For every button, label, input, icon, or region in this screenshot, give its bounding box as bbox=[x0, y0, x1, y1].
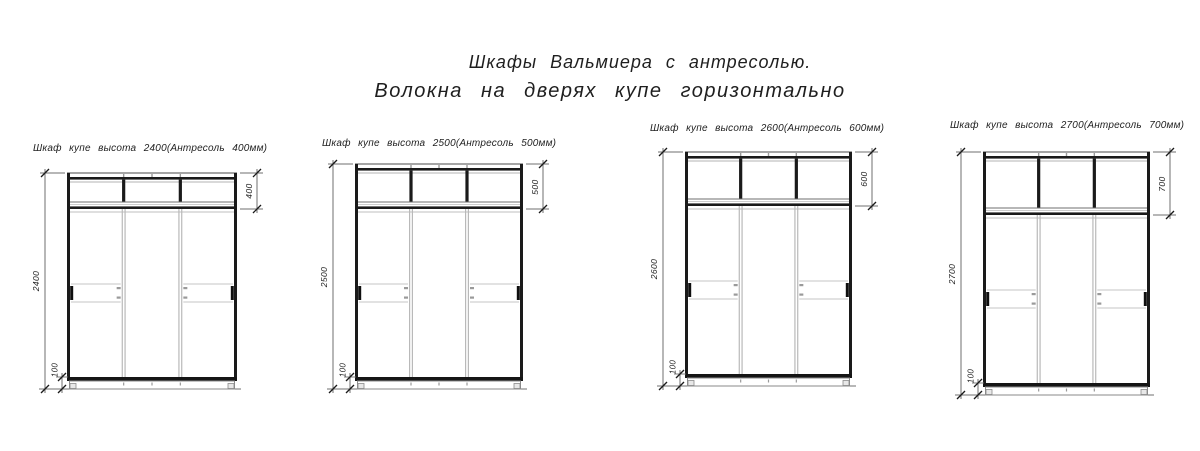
dim-label-total-height-2400: 2400 bbox=[31, 270, 41, 292]
main-title-line-2: Волокна на дверях купе горизонтально bbox=[374, 80, 846, 102]
dim-label-plinth-height-2500: 100 bbox=[338, 362, 348, 378]
dim-label-total-height-2700: 2700 bbox=[947, 263, 957, 284]
wardrobe-title-2400: Шкаф купе высота 2400(Антресоль 400мм) bbox=[33, 143, 268, 154]
wardrobe-title-2500: Шкаф купе высота 2500(Антресоль 500мм) bbox=[322, 138, 557, 149]
wardrobe-title-2700: Шкаф купе высота 2700(Антресоль 700мм) bbox=[950, 120, 1185, 131]
dim-label-total-height-2500: 2500 bbox=[319, 266, 329, 287]
dim-label-plinth-height-2600: 100 bbox=[668, 359, 678, 375]
dim-label-antresol-height-2700: 700 bbox=[1157, 175, 1167, 192]
wardrobe-title-2600: Шкаф купе высота 2600(Антресоль 600мм) bbox=[650, 123, 885, 134]
dim-label-total-height-2600: 2600 bbox=[649, 258, 659, 280]
dim-label-plinth-height-2700: 100 bbox=[966, 368, 976, 384]
dim-label-antresol-height-2600: 600 bbox=[859, 171, 869, 187]
dim-label-plinth-height-2400: 100 bbox=[50, 362, 60, 378]
main-title-line-1: Шкафы Вальмиера с антресолью. bbox=[468, 52, 812, 72]
dim-label-antresol-height-2400: 400 bbox=[244, 183, 254, 199]
dim-label-antresol-height-2500: 500 bbox=[530, 178, 540, 195]
